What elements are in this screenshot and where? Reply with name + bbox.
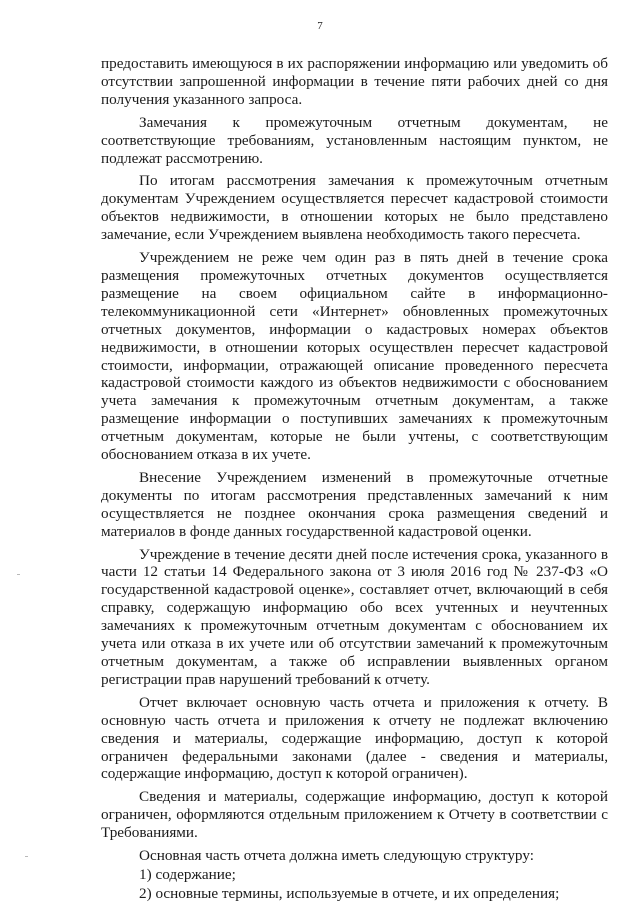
- page-number: 7: [317, 20, 323, 32]
- paragraph-structure-heading: Основная часть отчета должна иметь следующую структуру:: [139, 847, 534, 865]
- scan-dust-mark: [17, 574, 20, 575]
- paragraph-remarks-requirements: Замечания к промежуточным отчетным документам, не соответствующие требованиям, установленным настоящим пунктом, не подлежат рассмотрению.: [101, 113, 608, 167]
- paragraph-document-changes: Внесение Учреждением изменений в промежуточные отчетные документы по итогам рассмотрения представленных замечаний к ним осуществляется не позднее окончания срока размещения сведений и материалов в фонде данных государственной кадастровой оценки.: [101, 468, 608, 540]
- paragraph-recalculation: По итогам рассмотрения замечания к промежуточным отчетным документам Учреждением осуществляется пересчет кадастровой стоимости объектов недвижимости, в отношении которых не было представлено замечание, если Учреждением выявлена необходимость такого пересчета.: [101, 172, 608, 244]
- list-item-terms: 2) основные термины, используемые в отчете, и их определения;: [139, 884, 560, 902]
- document-body: [101, 55, 608, 903]
- paragraph-website-publication: Учреждением не реже чем один раз в пять дней в течение срока размещения промежуточных отчетных документов осуществляется размещение на своем официальном сайте в информационно-телекоммуникационной сети «Интернет» обновленных промежуточных отчетных документов, информации о кадастровых номерах объектов недвижимости, в отношении которых осуществлен пересчет кадастровой стоимости, информации, отражающей описание проведенного пересчета кадастровой стоимости каждого из объектов недвижимости с обоснованием учета замечания к промежуточным отчетным документам, а также размещение информации о поступивших замечаниях к промежуточным отчетным документам, которые не были учтены, с соответствующим обоснованием отказа в их учете.: [101, 249, 608, 464]
- paragraph-report-preparation: Учреждение в течение десяти дней после истечения срока, указанного в части 12 статьи 14 Федерального закона от 3 июля 2016 год № 237-ФЗ «О государственной кадастровой оценке», составляет отчет, включающий в себя справку, содержащую информацию обо всех учтенных и неучтенных замечаниях к промежуточным отчетным документам с обоснованием их учета или отказа в их учете или об отсутствии замечаний к промежуточным отчетным документам, а также об исправлении выявленных органом регистрации прав нарушений требований к отчету.: [101, 545, 608, 688]
- paragraph-restricted-materials: Сведения и материалы, содержащие информацию, доступ к которой ограничен, оформляются отдельным приложением к Отчету в соответствии с Требованиями.: [101, 788, 608, 842]
- paragraph-report-composition: Отчет включает основную часть отчета и приложения к отчету. В основную часть отчета и приложения к отчету не подлежат включению сведения и материалы, содержащие информацию, доступ к которой ограничен федеральными законами (далее - сведения и материалы, содержащие информацию, доступ к которой ограничен).: [101, 693, 608, 783]
- scan-dust-mark: [25, 856, 28, 857]
- list-item-contents: 1) содержание;: [139, 865, 236, 883]
- paragraph-request-continuation: предоставить имеющуюся в их распоряжении информацию или уведомить об отсутствии запрошенной информации в течение пяти рабочих дней со дня получения указанного запроса.: [101, 55, 608, 108]
